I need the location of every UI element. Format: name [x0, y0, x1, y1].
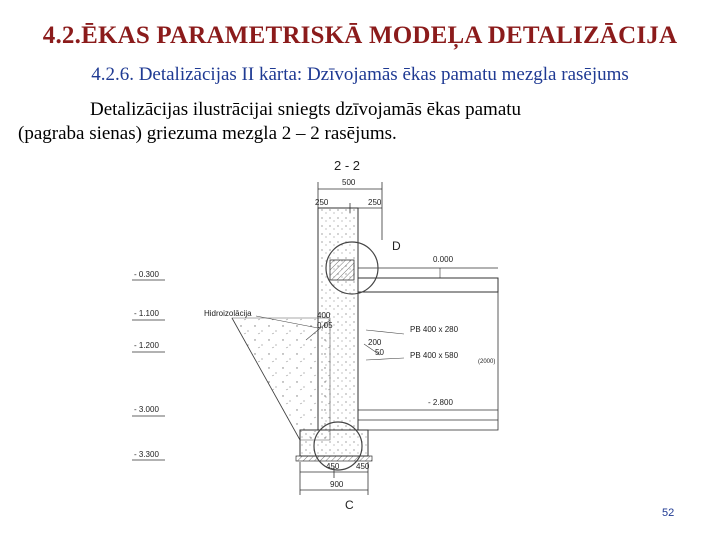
left-level-marks: [132, 280, 165, 460]
body-line-2: (pagraba sienas) griezuma mezgla 2 – 2 rasējums.: [18, 123, 397, 144]
slide-title: 4.2.ĒKAS PARAMETRISKĀ MODEĻA DETALIZĀCIJA: [42, 22, 678, 49]
page-number: 52: [662, 507, 675, 519]
dim-400: 400: [317, 311, 331, 320]
floor-slab: [358, 278, 498, 292]
dim-top-left: 250: [315, 198, 329, 207]
level-left-4: - 3.000: [134, 405, 159, 414]
floor-bearing: [330, 260, 354, 280]
dim-bottom-right: 450: [356, 462, 370, 471]
dim-bottom-left: 450: [326, 462, 340, 471]
node-label-c: C: [345, 498, 354, 512]
level-basement: - 2.800: [428, 398, 453, 407]
dim-bottom-total: 900: [330, 480, 344, 489]
dim-top-right: 250: [368, 198, 382, 207]
level-left-5: - 3.300: [134, 450, 159, 459]
dim-0-05: 0,05: [317, 321, 333, 330]
waterproofing-label: Hidroizolācija: [204, 309, 252, 318]
dim-50: 50: [375, 348, 384, 357]
level-left-3: - 1.200: [134, 341, 159, 350]
side-small-label: (2000): [478, 359, 496, 365]
soil-backfill: [232, 318, 330, 440]
section-label: 2 - 2: [334, 158, 361, 173]
level-left-2: - 1.100: [134, 309, 159, 318]
node-label-d: D: [392, 239, 401, 253]
slab-label-2: PB 400 x 580: [410, 351, 459, 360]
slab-label-1: PB 400 x 280: [410, 325, 459, 334]
dim-top-total: 500: [342, 178, 356, 187]
basement-interior: [358, 292, 498, 430]
strip-footing: [300, 430, 368, 456]
dim-200: 200: [368, 338, 382, 347]
level-left-1: - 0.300: [134, 270, 159, 279]
level-floor: 0.000: [433, 255, 454, 264]
body-line-1: Detalizācijas ilustrācijai sniegts dzīvojamās ēkas pamatu: [90, 99, 522, 120]
slide-subtitle: 4.2.6. Detalizācijas II kārta: Dzīvojamās ēkas pamatu mezgla rasējums: [91, 64, 629, 85]
